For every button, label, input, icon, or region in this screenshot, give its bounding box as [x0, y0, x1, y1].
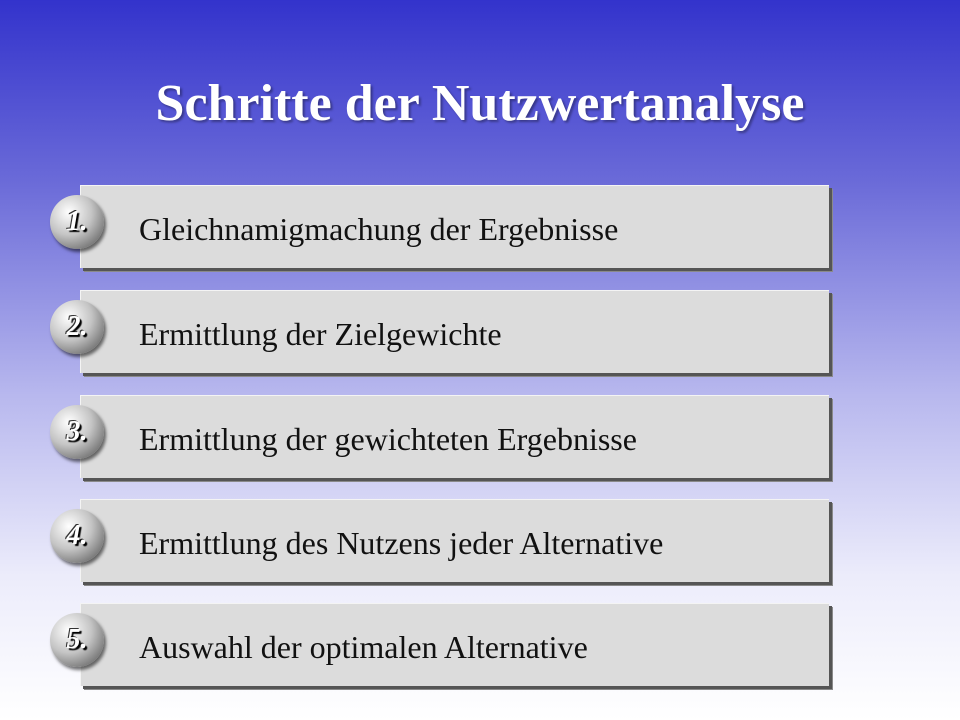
step-item-1: [66, 185, 832, 271]
step-box: [80, 395, 829, 478]
step-box: [80, 185, 829, 268]
step-number: 1.: [66, 206, 88, 237]
step-label: Ermittlung der gewichteten Ergebnisse: [139, 421, 637, 457]
silver-sphere-icon: [50, 405, 104, 459]
step-item-5: [66, 603, 832, 689]
step-item-2: [66, 290, 832, 376]
step-label: Auswahl der optimalen Alternative: [139, 629, 588, 665]
step-label: Ermittlung des Nutzens jeder Alternative: [139, 525, 664, 561]
silver-sphere-icon: [50, 613, 104, 667]
step-box: [80, 499, 829, 582]
step-label: Gleichnamigmachung der Ergebnisse: [139, 211, 619, 247]
step-number: 2.: [66, 311, 88, 342]
step-number: 5.: [66, 624, 88, 655]
step-number: 4.: [66, 520, 88, 551]
step-item-4: [66, 499, 832, 585]
step-number: 3.: [66, 416, 88, 447]
step-box: [80, 290, 829, 373]
step-label: Ermittlung der Zielgewichte: [139, 316, 502, 352]
silver-sphere-icon: [50, 195, 104, 249]
silver-sphere-icon: [50, 300, 104, 354]
slide-title: Schritte der Nutzwertanalyse: [155, 75, 805, 132]
step-item-3: [66, 395, 832, 481]
step-box: [80, 603, 829, 686]
silver-sphere-icon: [50, 509, 104, 563]
